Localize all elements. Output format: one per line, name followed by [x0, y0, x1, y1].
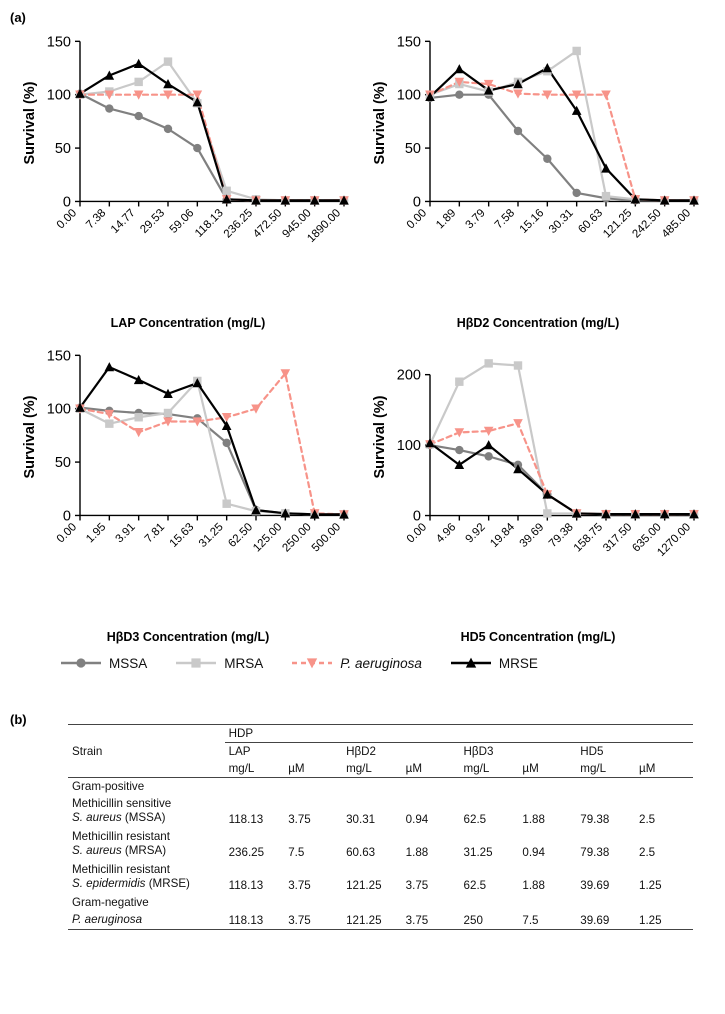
series-line-mrsa — [430, 51, 694, 200]
table-header-row-names — [68, 743, 693, 761]
svg-text:9.92: 9.92 — [463, 521, 488, 546]
table-value: 3.75 — [288, 878, 311, 892]
table-value: 62.5 — [463, 812, 487, 826]
table-value: 30.31 — [346, 812, 376, 826]
table-group-row — [68, 778, 693, 796]
table-empty-cell — [284, 743, 342, 761]
chart-svg-hbd2 — [368, 22, 708, 314]
svg-text:0: 0 — [62, 194, 71, 211]
series-marker — [164, 409, 172, 417]
table-value: 39.69 — [580, 914, 610, 928]
svg-text:150: 150 — [396, 34, 421, 51]
table-value: 121.25 — [346, 878, 382, 892]
chart-hbd2 — [368, 22, 708, 330]
series-marker — [455, 378, 463, 386]
series-marker — [484, 440, 494, 449]
table-header-row-units — [68, 760, 693, 778]
svg-text:79.38: 79.38 — [546, 521, 576, 551]
table-value: 0.94 — [405, 812, 429, 826]
svg-text:0: 0 — [62, 508, 71, 525]
table-strain-name: Methicillin sensitive S. aureus (MSSA) — [72, 797, 172, 825]
series-marker — [134, 428, 144, 437]
svg-text:121.25: 121.25 — [601, 207, 635, 241]
table-empty-cell — [284, 778, 342, 796]
series-line-p-aeruginosa — [430, 423, 694, 514]
chart-hbd2-plot — [368, 22, 708, 314]
table-value: 3.75 — [405, 914, 429, 928]
svg-text:150: 150 — [46, 348, 71, 365]
legend-item-mssa — [60, 655, 147, 671]
table-value: 1.88 — [522, 878, 545, 892]
table-value: 3.75 — [405, 878, 429, 892]
series-marker — [222, 500, 230, 508]
svg-text:118.13: 118.13 — [193, 207, 226, 240]
table-value: 236.25 — [228, 845, 265, 859]
series-line-mrsa — [430, 363, 694, 514]
chart-hbd3-xlabel: HβD3 Concentration (mg/L) — [106, 630, 270, 644]
table-row — [68, 828, 693, 861]
table-value: 118.13 — [228, 812, 264, 826]
legend-item-mrsa — [175, 655, 263, 671]
svg-text:4.96: 4.96 — [434, 521, 459, 546]
series-marker — [543, 509, 551, 517]
chart-hd5 — [368, 336, 708, 644]
table-value: 3.75 — [288, 914, 311, 928]
table-empty-cell — [635, 894, 693, 911]
table-empty-cell — [225, 894, 285, 911]
chart-lap-plot — [18, 22, 358, 314]
legend-label: MSSA — [109, 655, 148, 671]
table-strain-name: Methicillin resistant S. aureus (MRSA) — [72, 829, 170, 858]
table-empty-cell — [518, 930, 576, 935]
series-marker — [455, 446, 463, 454]
svg-text:0.00: 0.00 — [54, 207, 80, 232]
table-value: 1.25 — [639, 914, 662, 928]
series-marker — [134, 78, 142, 86]
table-strain-name: Methicillin resistant S. epidermidis (MRSE) — [72, 862, 190, 891]
table-empty-cell — [402, 778, 460, 796]
svg-text:39.69: 39.69 — [517, 521, 547, 551]
table-strain-header: Strain — [72, 745, 103, 758]
series-marker — [134, 112, 142, 120]
chart-hbd3-plot — [18, 336, 358, 628]
svg-text:100: 100 — [396, 438, 421, 455]
chart-legend — [60, 655, 680, 671]
svg-text:485.00: 485.00 — [659, 207, 694, 241]
table-col-unit-molar: µM — [635, 760, 693, 778]
series-marker — [134, 59, 144, 68]
table-value: 7.5 — [288, 845, 305, 859]
table-group-header: HDP — [225, 725, 693, 743]
series-marker — [484, 452, 492, 460]
svg-text:250.00: 250.00 — [280, 521, 314, 555]
svg-text:Survival (%): Survival (%) — [372, 81, 388, 165]
series-marker — [134, 413, 142, 421]
table-empty-cell — [284, 930, 342, 935]
chart-svg-hbd3 — [18, 336, 358, 628]
svg-text:7.81: 7.81 — [142, 521, 168, 546]
table-empty-cell — [68, 760, 225, 778]
table-col-unit-molar: µM — [284, 760, 342, 778]
series-marker — [514, 361, 522, 369]
svg-text:7.58: 7.58 — [492, 207, 518, 232]
mic-table-wrap — [68, 724, 693, 934]
table-value: 31.25 — [463, 845, 493, 859]
svg-text:31.25: 31.25 — [196, 521, 226, 550]
series-marker — [455, 91, 463, 99]
table-empty-cell — [68, 725, 225, 743]
series-line-mrsa — [80, 62, 344, 201]
svg-text:1890.00: 1890.00 — [305, 207, 344, 245]
table-value: 1.25 — [639, 878, 662, 892]
chart-svg-lap — [18, 22, 358, 314]
table-row — [68, 795, 693, 828]
table-header-row-group — [68, 725, 693, 743]
series-line-mrse — [80, 64, 344, 201]
svg-text:50: 50 — [54, 455, 71, 472]
table-empty-cell — [576, 894, 635, 911]
table-value: 79.38 — [580, 812, 610, 826]
svg-text:0.00: 0.00 — [404, 207, 430, 232]
table-strain-name: P. aeruginosa — [72, 912, 143, 926]
svg-text:Survival (%): Survival (%) — [372, 395, 388, 479]
table-value: 7.5 — [522, 914, 539, 928]
svg-text:472.50: 472.50 — [251, 207, 285, 241]
series-marker — [455, 64, 465, 73]
svg-text:14.77: 14.77 — [108, 207, 138, 236]
chart-lap-xlabel: LAP Concentration (mg/L) — [110, 316, 266, 330]
series-marker — [572, 47, 580, 55]
svg-text:3.79: 3.79 — [463, 207, 488, 232]
svg-text:150: 150 — [46, 34, 71, 51]
legend-label: MRSA — [224, 655, 264, 671]
svg-text:945.00: 945.00 — [280, 207, 314, 241]
series-line-mrse — [430, 443, 694, 514]
series-marker — [514, 127, 522, 135]
table-col-unit-molar: µM — [518, 760, 576, 778]
svg-text:200: 200 — [396, 367, 421, 384]
table-col-unit-mass: mg/L — [460, 760, 519, 778]
svg-text:15.63: 15.63 — [167, 521, 197, 550]
svg-text:317.50: 317.50 — [601, 521, 635, 555]
table-value: 2.5 — [639, 812, 656, 826]
table-empty-cell — [68, 930, 225, 935]
svg-text:100: 100 — [396, 87, 421, 104]
series-marker — [602, 192, 610, 200]
chart-hd5-xlabel: HD5 Concentration (mg/L) — [460, 630, 616, 644]
table-empty-cell — [402, 743, 460, 761]
series-marker — [484, 359, 492, 367]
table-value: 121.25 — [346, 914, 382, 928]
svg-text:50: 50 — [54, 141, 71, 158]
svg-text:15.16: 15.16 — [517, 207, 547, 236]
table-value: 118.13 — [228, 878, 264, 892]
table-col-hdp-name: HβD2 — [346, 745, 376, 758]
table-value: 39.69 — [580, 878, 610, 892]
table-empty-cell — [402, 930, 460, 935]
series-marker — [572, 189, 580, 197]
table-empty-cell — [460, 894, 519, 911]
table-empty-cell — [342, 930, 402, 935]
table-empty-cell — [460, 778, 519, 796]
legend-item-p-aeruginosa — [291, 655, 422, 671]
svg-text:50: 50 — [404, 141, 421, 158]
mic-table — [68, 724, 693, 934]
svg-text:59.06: 59.06 — [167, 207, 197, 236]
series-marker — [193, 144, 201, 152]
table-empty-cell — [635, 930, 693, 935]
panel-label-b: (b) — [10, 712, 27, 727]
series-marker — [105, 419, 113, 427]
svg-text:3.91: 3.91 — [113, 521, 138, 546]
series-marker — [601, 163, 611, 172]
table-value: 79.38 — [580, 845, 610, 859]
table-col-hdp-name: HD5 — [580, 745, 604, 758]
chart-lap — [18, 22, 358, 330]
table-empty-cell — [225, 930, 285, 935]
svg-text:0.00: 0.00 — [54, 521, 80, 546]
table-value: 250 — [463, 914, 483, 928]
series-marker — [164, 57, 172, 65]
svg-text:100: 100 — [46, 87, 71, 104]
table-empty-cell — [402, 894, 460, 911]
svg-text:500.00: 500.00 — [309, 521, 344, 555]
table-value: 62.5 — [463, 878, 487, 892]
svg-text:60.63: 60.63 — [576, 207, 606, 236]
table-row — [68, 911, 693, 930]
chart-svg-hd5 — [368, 336, 708, 628]
svg-text:Survival (%): Survival (%) — [22, 395, 38, 479]
svg-text:236.25: 236.25 — [221, 207, 256, 241]
legend-swatch-icon — [291, 655, 333, 671]
table-group-name: Gram-positive — [72, 780, 145, 793]
table-row — [68, 861, 693, 894]
svg-text:0.00: 0.00 — [404, 521, 430, 546]
table-col-unit-molar: µM — [402, 760, 460, 778]
svg-text:30.31: 30.31 — [546, 207, 576, 236]
table-col-hdp-name: LAP — [228, 745, 251, 758]
series-line-mrse — [430, 68, 694, 200]
svg-text:158.75: 158.75 — [571, 521, 606, 555]
table-value: 118.13 — [228, 914, 264, 928]
svg-text:29.53: 29.53 — [138, 207, 168, 236]
svg-text:0: 0 — [412, 508, 421, 525]
series-marker — [513, 419, 523, 428]
series-line-p-aeruginosa — [430, 82, 694, 200]
table-value: 0.94 — [522, 845, 545, 859]
series-marker — [164, 125, 172, 133]
svg-text:0: 0 — [412, 194, 421, 211]
series-marker — [222, 187, 230, 195]
table-value: 3.75 — [288, 812, 311, 826]
table-empty-cell — [518, 778, 576, 796]
series-line-mrsa — [80, 381, 344, 514]
svg-text:62.50: 62.50 — [226, 521, 256, 550]
svg-text:1270.00: 1270.00 — [655, 521, 694, 560]
table-bottom-rule — [68, 930, 693, 935]
chart-hbd2-xlabel: HβD2 Concentration (mg/L) — [456, 316, 620, 330]
table-value: 1.88 — [522, 812, 545, 826]
svg-text:1.95: 1.95 — [84, 521, 109, 546]
chart-hd5-plot — [368, 336, 708, 628]
table-col-unit-mass: mg/L — [576, 760, 635, 778]
table-empty-cell — [284, 894, 342, 911]
series-line-mssa — [430, 95, 694, 201]
table-empty-cell — [342, 894, 402, 911]
table-group-name: Gram-negative — [72, 895, 149, 909]
table-empty-cell — [342, 778, 402, 796]
table-empty-cell — [635, 743, 693, 761]
table-empty-cell — [460, 930, 519, 935]
svg-text:7.38: 7.38 — [84, 207, 109, 232]
table-value: 1.88 — [405, 845, 429, 859]
svg-text:635.00: 635.00 — [630, 521, 664, 555]
table-col-unit-mass: mg/L — [342, 760, 402, 778]
svg-text:Survival (%): Survival (%) — [22, 81, 38, 165]
table-col-hdp-name: HβD3 — [463, 745, 494, 758]
svg-text:242.50: 242.50 — [630, 207, 664, 241]
table-empty-cell — [225, 778, 285, 796]
series-marker — [543, 155, 551, 163]
svg-text:19.84: 19.84 — [488, 521, 518, 551]
table-empty-cell — [518, 743, 576, 761]
table-col-unit-mass: mg/L — [225, 760, 285, 778]
svg-text:1.89: 1.89 — [434, 207, 459, 232]
svg-text:125.00: 125.00 — [251, 521, 285, 555]
legend-item-mrse — [450, 655, 538, 671]
table-empty-cell — [576, 930, 635, 935]
table-empty-cell — [518, 894, 576, 911]
legend-swatch-icon — [60, 655, 102, 671]
series-marker — [105, 104, 113, 112]
table-empty-cell — [576, 778, 635, 796]
chart-hbd3 — [18, 336, 358, 644]
legend-label: MRSE — [498, 655, 538, 671]
table-group-row — [68, 894, 693, 911]
panel-label-a: (a) — [10, 10, 26, 25]
legend-swatch-icon — [175, 655, 217, 671]
table-empty-cell — [635, 778, 693, 796]
table-value: 60.63 — [346, 845, 376, 859]
series-marker — [222, 439, 230, 447]
series-marker — [105, 362, 115, 371]
table-value: 2.5 — [639, 845, 656, 859]
legend-swatch-icon — [450, 655, 492, 671]
svg-text:100: 100 — [46, 401, 71, 418]
legend-label: P. aeruginosa — [340, 655, 422, 671]
